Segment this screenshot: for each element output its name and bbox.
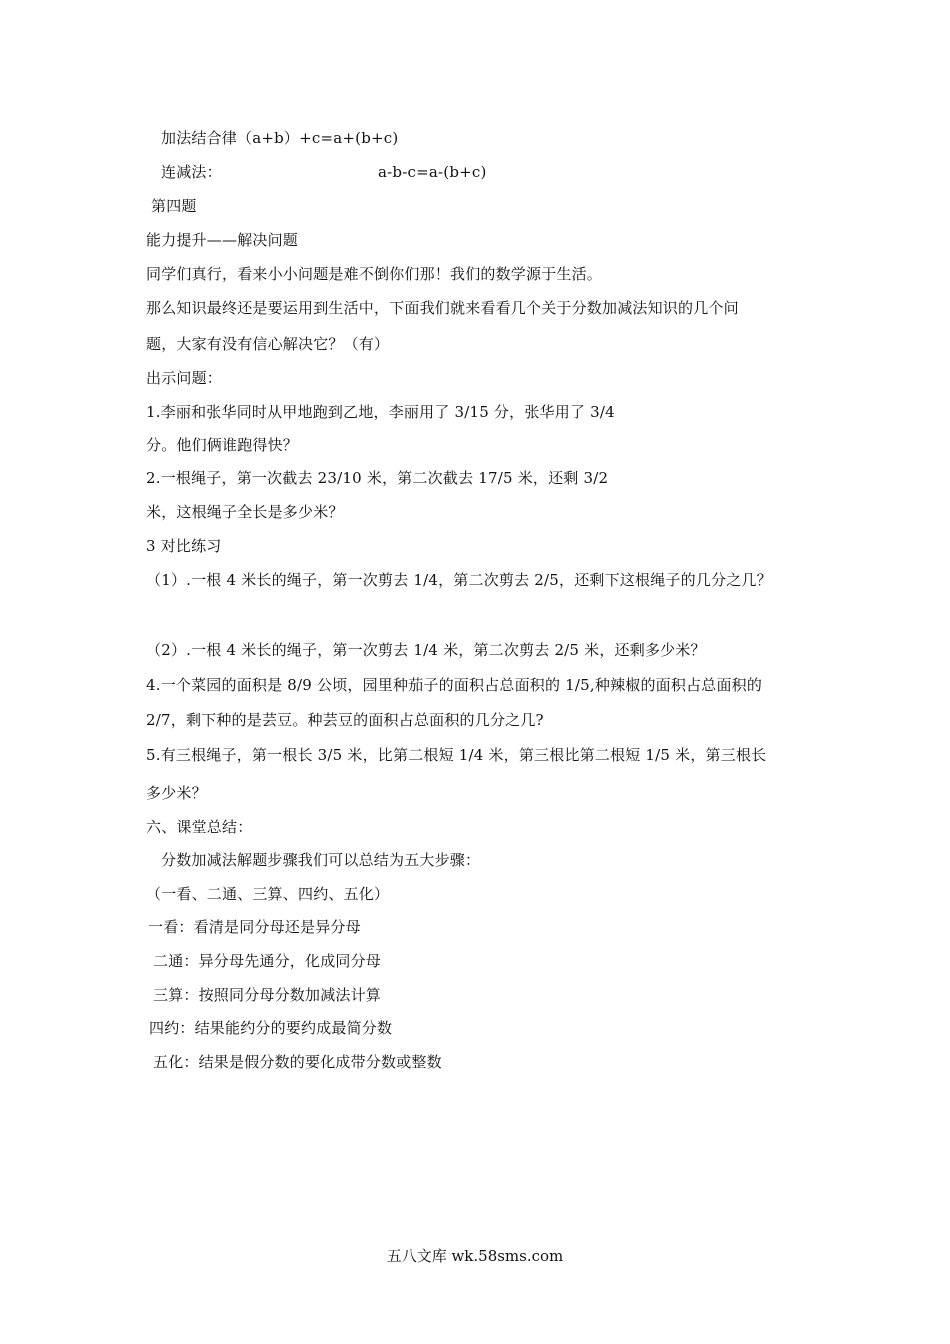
text-line-continuous-subtraction-formula: a-b-c=a-(b+c) (378, 163, 487, 181)
problem-four-line: 4.一个菜园的面积是 8/9 公顷，园里种茄子的面积占总面积的 1/5,种辣椒的面积占总面积的 (146, 676, 763, 694)
text-line-continuous-subtraction-label: 连减法： (161, 163, 222, 181)
section-heading-ability: 能力提升——解决问题 (146, 231, 299, 249)
summary-step-one: 一看：看清是同分母还是异分母 (148, 918, 361, 936)
summary-steps: （一看、二通、三算、四约、五化） (146, 885, 390, 903)
footer-watermark: 五八文库 wk.58sms.com (386, 1247, 564, 1265)
problem-two-line: 米，这根绳子全长是多少米？ (146, 503, 344, 521)
problem-three-part-two: （2）.一根 4 米长的绳子，第一次剪去 1/4 米，第二次剪去 2/5 米，还剩多少米？ (146, 641, 706, 659)
summary-step-two: 二通：异分母先通分，化成同分母 (153, 952, 382, 970)
problem-one-line: 分。他们俩谁跑得快？ (146, 436, 299, 454)
text-line-associative-law: 加法结合律（a+b）+c=a+(b+c) (161, 129, 399, 147)
summary-step-five: 五化：结果是假分数的要化成带分数或整数 (153, 1053, 442, 1071)
paragraph-line: 题，大家有没有信心解决它？（有） (146, 335, 390, 353)
section-heading-summary: 六、课堂总结： (146, 818, 253, 836)
section-heading-question-four: 第四题 (151, 197, 197, 215)
problem-five-line: 多少米？ (146, 784, 207, 802)
summary-line: 分数加减法解题步骤我们可以总结为五大步骤： (161, 851, 481, 869)
problem-five-line: 5.有三根绳子，第一根长 3/5 米，比第二根短 1/4 米，第三根比第二根短 1/5 米，第三根长 (146, 746, 767, 764)
problem-one-line: 1.李丽和张华同时从甲地跑到乙地，李丽用了 3/15 分，张华用了 3/4 (146, 403, 615, 421)
summary-step-three: 三算：按照同分母分数加减法计算 (153, 986, 382, 1004)
problem-four-line: 2/7，剩下种的是芸豆。种芸豆的面积占总面积的几分之几? (146, 711, 544, 729)
paragraph-line: 出示问题： (146, 369, 223, 387)
summary-step-four: 四约：结果能约分的要约成最简分数 (149, 1019, 393, 1037)
problem-two-line: 2.一根绳子，第一次截去 23/10 米，第二次截去 17/5 米，还剩 3/2 (146, 469, 609, 487)
paragraph-line: 那么知识最终还是要运用到生活中，下面我们就来看看几个关于分数加减法知识的几个问 (146, 299, 739, 317)
problem-three-heading: 3 对比练习 (146, 537, 222, 555)
problem-three-part-one: （1）.一根 4 米长的绳子，第一次剪去 1/4，第二次剪去 2/5，还剩下这根绳子的几分之几？ (146, 571, 772, 589)
paragraph-line: 同学们真行，看来小小问题是难不倒你们那！我们的数学源于生活。 (146, 265, 603, 283)
